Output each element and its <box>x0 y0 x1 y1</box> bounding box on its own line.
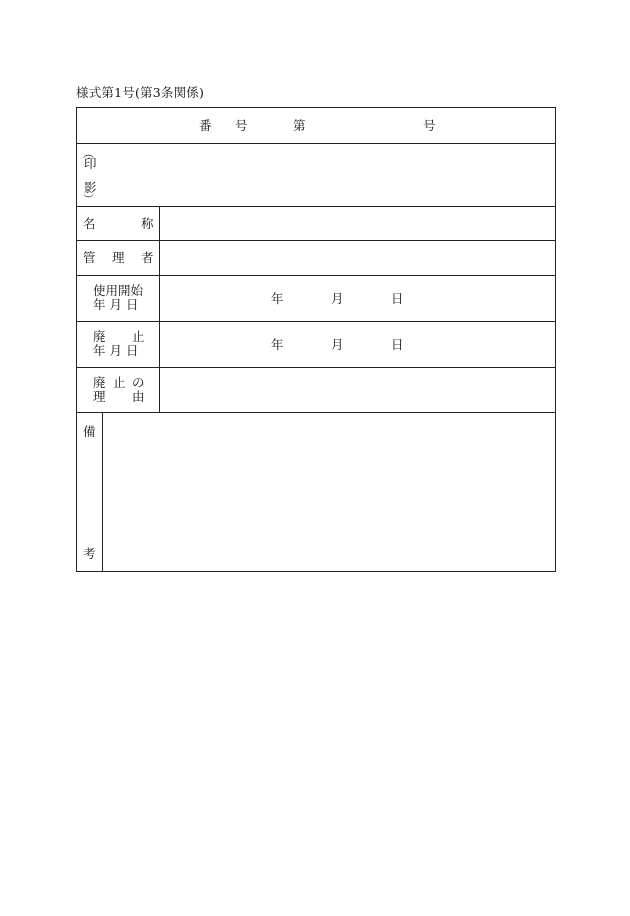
label-divider <box>159 368 160 412</box>
manager-label-3: 者 <box>141 250 154 265</box>
reason-label-yu: 由 <box>132 389 145 404</box>
name-label-sho: 称 <box>141 216 154 231</box>
reason-label-ri: 理 <box>93 389 106 404</box>
number-row <box>77 108 555 144</box>
abolish-label-line2: 年 月 日 <box>93 343 139 358</box>
seal-label-ei: 影 <box>84 180 97 195</box>
label-divider <box>159 276 160 321</box>
abolish-date-row <box>77 322 555 368</box>
abolish-year: 年 <box>271 337 284 352</box>
start-date-row <box>77 276 555 322</box>
start-label-line2: 年 月 日 <box>93 297 139 312</box>
label-divider <box>159 207 160 240</box>
abolish-month: 月 <box>331 337 344 352</box>
start-day: 日 <box>391 291 404 306</box>
manager-label-2: 理 <box>112 250 125 265</box>
name-label-mei: 名 <box>83 216 96 231</box>
number-dai: 第 <box>293 118 306 133</box>
seal-label-in: 印 <box>84 156 97 171</box>
number-go: 号 <box>423 118 436 133</box>
reason-label-hai: 廃 <box>93 375 106 390</box>
manager-label-1: 管 <box>83 250 96 265</box>
label-divider <box>159 322 160 367</box>
registration-form-table <box>76 107 556 572</box>
abolish-label-hai: 廃 <box>93 329 106 344</box>
remarks-row <box>77 413 555 571</box>
form-caption: 様式第1号(第3条関係) <box>76 85 205 100</box>
name-row <box>77 207 555 241</box>
remarks-label-bi: 備 <box>83 424 96 439</box>
number-label: 番 <box>199 118 212 133</box>
number-label-go: 号 <box>235 118 248 133</box>
reason-label-no: の <box>132 375 145 390</box>
abolish-label-shi: 止 <box>132 329 145 344</box>
seal-paren-open: ︵ <box>83 147 94 160</box>
remarks-divider <box>102 413 103 571</box>
start-year: 年 <box>271 291 284 306</box>
start-month: 月 <box>331 291 344 306</box>
abolish-day: 日 <box>391 337 404 352</box>
start-label-line1: 使用開始 <box>93 283 144 298</box>
label-divider <box>159 241 160 275</box>
reason-row <box>77 368 555 413</box>
reason-label-shi: 止 <box>113 375 126 390</box>
remarks-label-ko: 考 <box>83 546 96 561</box>
seal-row <box>77 144 555 207</box>
manager-row <box>77 241 555 276</box>
seal-paren-close: ︶ <box>83 193 94 206</box>
